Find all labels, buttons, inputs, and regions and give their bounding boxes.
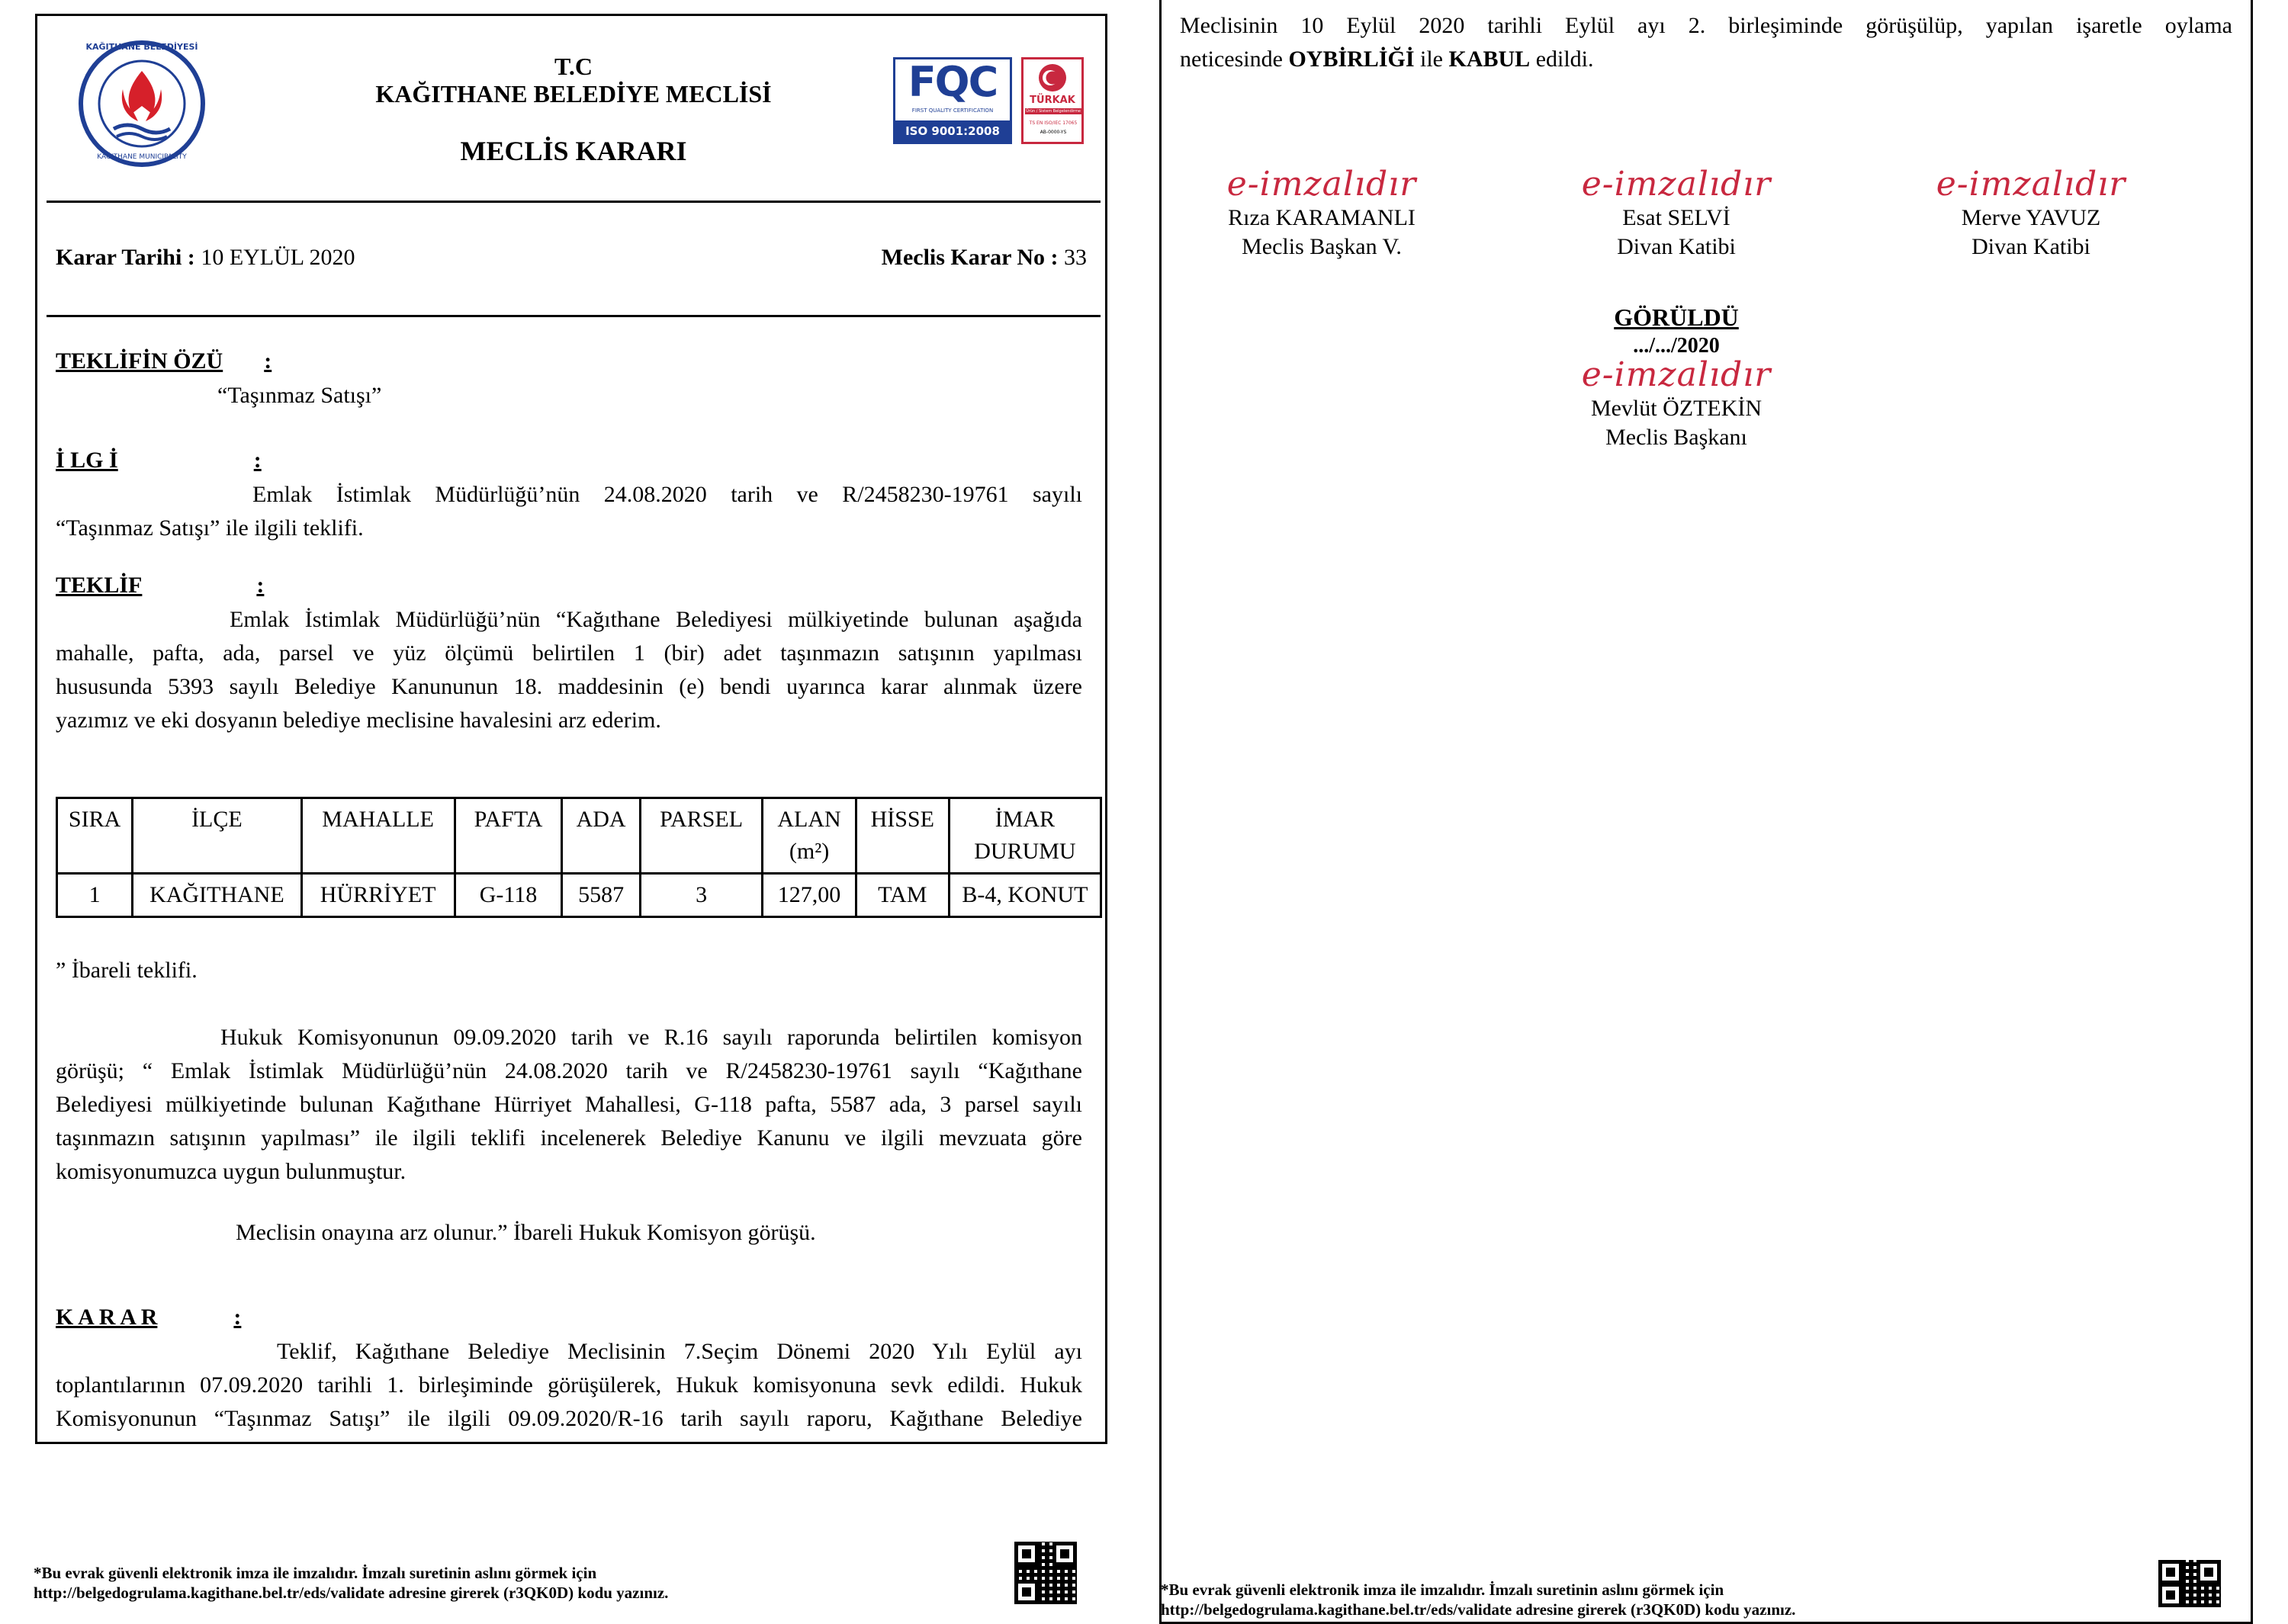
fqc-certification-logo	[893, 57, 1012, 144]
table-cell: 3	[640, 874, 763, 917]
footer-page-2	[1161, 1580, 1795, 1619]
page2-line-1: Meclisinin 10 Eylül 2020 tarihli Eylül ayı 2. birleşiminde görüşülüp, yapılan işaretle oylama	[1180, 13, 2232, 38]
goruldu-label: GÖRÜLDÜ	[1614, 303, 1739, 331]
table-cell: G-118	[455, 874, 562, 917]
teklifin-ozu-text: “Taşınmaz Satışı”	[217, 383, 382, 408]
footer-verification-link[interactable]: http://belgedogrulama.kagithane.bel.tr/eds/validate adresine girerek (r3QK0D) kodu yazınız.	[1161, 1600, 1796, 1619]
footer-verification-link[interactable]: http://belgedogrulama.kagithane.bel.tr/eds/validate adresine girerek (r3QK0D) kodu yazınız.	[34, 1584, 669, 1602]
ilgi-line-2: “Taşınmaz Satışı” ile ilgili teklifi.	[56, 515, 364, 541]
ibareli-teklifi: ” İbareli teklifi.	[56, 958, 198, 983]
karar-line-1: Teklif, Kağıthane Belediye Meclisinin 7.Seçim Dönemi 2020 Yılı Eylül ayı	[277, 1339, 1082, 1364]
komisyon-line-4: taşınmazın satışının yapılması” ile ilgili teklifi incelenerek Belediye Kanunu ve ilgili mevzuata göre	[56, 1125, 1082, 1151]
table-header: MAHALLE	[301, 798, 455, 874]
teklif-line-4: yazımız ve eki dosyanın belediye meclisine havalesini arz ederim.	[56, 708, 661, 733]
turkak-brand: TÜRKAK	[1030, 95, 1075, 106]
decision-number	[882, 245, 1087, 271]
page2-line-2: neticesinde OYBİRLİĞİ ile KABUL edildi.	[1180, 47, 1594, 72]
turkak-line1: Ürün / Sistem Belgelendirme	[1026, 109, 1081, 114]
komisyon-onay: Meclisin onayına arz olunur.” İbareli Hukuk Komisyon görüşü.	[236, 1220, 816, 1245]
signature-block-1	[1207, 165, 1436, 262]
komisyon-line-2: görüşü; “ Emlak İstimlak Müdürlüğü’nün 24.08.2020 tarih ve R/2458230-19761 sayılı “Kağıthane	[56, 1058, 1082, 1083]
signer-title: Meclis Başkan V.	[1242, 234, 1402, 259]
table-cell: 127,00	[763, 874, 856, 917]
table-cell: KAĞITHANE	[133, 874, 302, 917]
table-header: ADA	[562, 798, 640, 874]
komisyon-line-5: komisyonumuzca uygun bulunmuştur.	[56, 1159, 407, 1184]
fqc-brand: FQC	[908, 58, 998, 106]
qr-code-icon[interactable]	[1014, 1542, 1077, 1604]
section-label-teklifin-ozu: TEKLİFİN ÖZÜ :	[56, 348, 272, 374]
signer-name: Merve YAVUZ	[1961, 205, 2101, 230]
karar-line-2: toplantılarının 07.09.2020 tarihli 1. birleşiminde görüşülerek, Hukuk komisyonuna sevk edildi. Hukuk	[56, 1372, 1082, 1398]
e-signature-stamp: e-imzalıdır	[1226, 165, 1417, 204]
property-table	[56, 797, 1102, 918]
table-cell: B-4, KONUT	[949, 874, 1101, 917]
logo-text-top: KAĞITHANE BELEDİYESİ	[85, 42, 198, 52]
signature-block-3	[1917, 165, 2145, 262]
decision-date-value: 10 EYLÜL 2020	[201, 245, 355, 270]
komisyon-line-1: Hukuk Komisyonunun 09.09.2020 tarih ve R.16 sayılı raporunda belirtilen komisyon	[220, 1025, 1082, 1050]
table-cell: TAM	[856, 874, 949, 917]
header-divider	[47, 201, 1101, 203]
signer-title: Divan Katibi	[1971, 234, 2090, 259]
table-header: PAFTA	[455, 798, 562, 874]
header-tc: T.C	[554, 53, 593, 80]
table-header: HİSSE	[856, 798, 949, 874]
result-oybirligi: OYBİRLİĞİ	[1288, 47, 1415, 72]
fqc-sub: FIRST QUALITY CERTIFICATION	[911, 108, 994, 114]
signer-title: Divan Katibi	[1617, 234, 1736, 259]
meta-divider	[47, 315, 1101, 317]
section-label-karar: K A R A R :	[56, 1305, 242, 1330]
table-header: ALAN (m²)	[763, 798, 856, 874]
mayor-name: Mevlüt ÖZTEKİN	[1590, 396, 1763, 421]
footer-page-1	[34, 1563, 668, 1603]
decision-number-value: 33	[1064, 245, 1087, 270]
teklif-line-2: mahalle, pafta, ada, parsel ve yüz ölçümü belirtilen 1 (bir) adet taşınmazın satışının yapılması	[56, 640, 1082, 666]
logo-text-bottom: KAĞITHANE MUNICIPALITY	[97, 153, 187, 161]
mayor-title: Meclis Başkanı	[1605, 425, 1747, 450]
table-cell: HÜRRİYET	[301, 874, 455, 917]
table-header: İMAR DURUMU	[949, 798, 1101, 874]
footer-line-1: *Bu evrak güvenli elektronik imza ile imzalıdır. İmzalı suretinin aslını görmek için	[34, 1564, 597, 1582]
table-cell: 1	[57, 874, 133, 917]
decision-date-label: Karar Tarihi :	[56, 245, 195, 270]
turkak-line2: TS EN ISO/IEC 17065	[1029, 120, 1078, 126]
turkak-logo	[1021, 57, 1084, 144]
teklif-line-1: Emlak İstimlak Müdürlüğü’nün “Kağıthane Belediyesi mülkiyetinde bulunan aşağıda	[230, 607, 1082, 632]
qr-code-icon[interactable]	[2158, 1560, 2221, 1607]
table-header: İLÇE	[133, 798, 302, 874]
section-label-teklif: TEKLİF :	[56, 573, 265, 598]
table-row	[57, 874, 1101, 917]
karar-line-3: Komisyonunun “Taşınmaz Satışı” ile ilgili 09.09.2020/R-16 tarih sayılı raporu, Kağıthane Belediye	[56, 1406, 1082, 1431]
header-institution: KAĞITHANE BELEDİYE MECLİSİ	[375, 80, 772, 108]
e-signature-stamp: e-imzalıdır	[1936, 165, 2126, 204]
turkak-crescent-icon	[1037, 63, 1068, 93]
turkak-line3: AB-0000-YS	[1040, 130, 1067, 135]
goruldu-date: .../.../2020	[1633, 334, 1720, 358]
header-doc-type: MECLİS KARARI	[460, 136, 687, 166]
table-header: SIRA	[57, 798, 133, 874]
table-header: PARSEL	[640, 798, 763, 874]
footer-line-1: *Bu evrak güvenli elektronik imza ile imzalıdır. İmzalı suretinin aslını görmek için	[1161, 1581, 1724, 1599]
goruldu-block	[1562, 302, 1791, 452]
signer-name: Esat SELVİ	[1622, 205, 1730, 230]
decision-page-2	[1159, 0, 2253, 1624]
signer-name: Rıza KARAMANLI	[1228, 205, 1416, 230]
table-header-row	[57, 798, 1101, 874]
decision-number-label: Meclis Karar No :	[881, 245, 1059, 270]
ilgi-line-1: Emlak İstimlak Müdürlüğü’nün 24.08.2020 tarih ve R/2458230-19761 sayılı	[252, 482, 1082, 507]
section-label-ilgi: İ LG İ :	[56, 448, 262, 473]
result-kabul: KABUL	[1448, 47, 1531, 72]
e-signature-stamp: e-imzalıdır	[1581, 165, 1772, 204]
teklif-line-3: hususunda 5393 sayılı Belediye Kanununun 18. maddesinin (e) bendi uyarınca karar alınmak üzere	[56, 674, 1082, 699]
decision-page-1	[35, 14, 1107, 1444]
e-signature-stamp: e-imzalıdır	[1581, 355, 1772, 394]
table-cell: 5587	[562, 874, 640, 917]
komisyon-line-3: Belediyesi mülkiyetinde bulunan Kağıthane Hürriyet Mahallesi, G-118 pafta, 5587 ada, 3 parsel sayılı	[56, 1092, 1082, 1117]
decision-date	[56, 245, 355, 271]
fqc-iso: ISO 9001:2008	[895, 120, 1010, 142]
signature-block-2	[1562, 165, 1791, 262]
